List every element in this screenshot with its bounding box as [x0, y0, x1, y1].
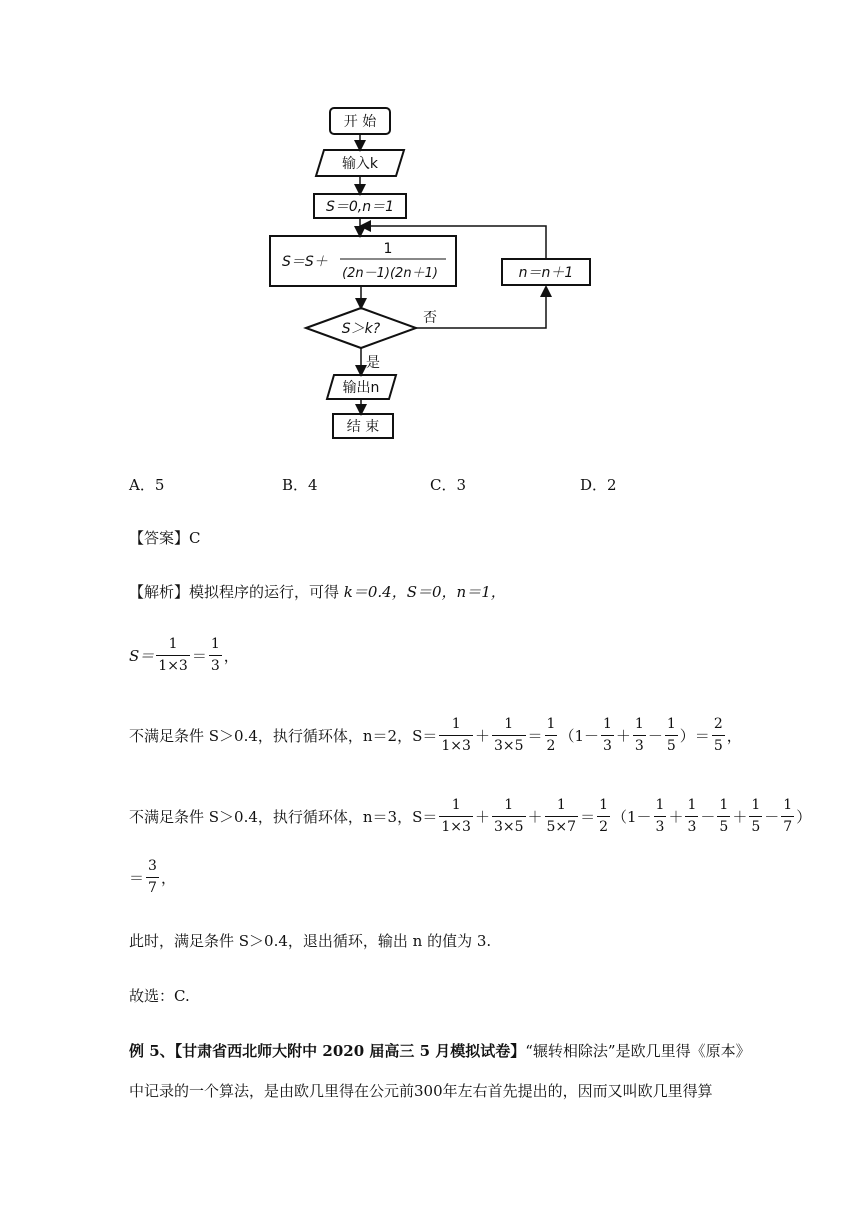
answer: 【答案】C — [129, 529, 201, 547]
update-den: (2n－1)(2n＋1) — [342, 266, 438, 281]
line4-half: $\frac{1}{2}$ — [599, 797, 608, 835]
line4-text: 不满足条件 S＞0.4，执行循环体，n＝3，S＝ — [129, 807, 438, 826]
output-label: 输出n — [342, 380, 380, 396]
cond-label: S＞k? — [341, 321, 381, 337]
analysis-line-6: 此时，满足条件 S＞0.4，退出循环，输出 n 的值为 3. — [129, 932, 492, 950]
line3-text: 不满足条件 S＞0.4，执行循环体，n＝2，S＝ — [129, 726, 438, 745]
analysis-line-4: 不满足条件 S＞0.4，执行循环体，n＝3，S＝ $\frac{1}{1\times 3}$ ＋ $\frac{1}{3\times 5}$ ＋ $\frac{1}{5\times 7}$ ＝ $\frac{1}{2}$ （1－ $\frac{1}{3}$ ＋ $\frac{1}{3}$ － $\frac{1}{5}$ ＋ $\frac{1}{5}$ － $\frac{1}{7}$ ） — [129, 797, 812, 835]
example-5-line-2: 中记录的一个算法，是由欧几里得在公元前300年左右首先提出的，因而又叫欧几里得算 — [129, 1082, 713, 1100]
s1-frac-1: $\frac{1}{1\times 3}$ — [158, 636, 188, 674]
option-a: A．5 — [129, 476, 165, 494]
s1-lhs: S＝ — [129, 646, 155, 665]
line3-half: $\frac{1}{2}$ — [546, 716, 556, 754]
flowchart — [250, 95, 630, 445]
init-label: S＝0,n＝1 — [325, 199, 395, 215]
example-text-1: “辗转相除法”是欧几里得《原本》 — [525, 1042, 751, 1060]
line4-term-3: $\frac{1}{5}$ — [719, 797, 729, 835]
line3-paren-close: ） — [679, 726, 695, 745]
line4-term-5: $\frac{1}{7}$ — [783, 797, 793, 835]
option-c: C．3 — [430, 476, 467, 494]
analysis-intro: 【解析】模拟程序的运行，可得 — [129, 583, 344, 601]
analysis-s1 — [129, 636, 239, 675]
line3-frac-2: $\frac{1}{3\times 5}$ — [493, 716, 524, 754]
example-5-line-1 — [129, 1041, 751, 1061]
input-label: 输入k — [341, 156, 379, 172]
line3-term-1: $\frac{1}{3}$ — [602, 716, 612, 754]
line5-result: $\frac{3}{7}$ — [148, 858, 157, 896]
line4-frac-3: $\frac{1}{5\times 7}$ — [546, 797, 577, 835]
analysis-initial-values: k＝0.4，S＝0，n＝1， — [343, 583, 506, 601]
line3-term-2: $\frac{1}{3}$ — [634, 716, 644, 754]
analysis-line-1 — [129, 582, 506, 602]
end-label: 结 束 — [346, 419, 380, 435]
analysis-line-7: 故选：C. — [129, 987, 190, 1005]
incr-label: n＝n＋1 — [518, 265, 574, 281]
option-d: D．2 — [580, 476, 617, 494]
analysis-line-3: 不满足条件 S＞0.4，执行循环体，n＝2，S＝ $\frac{1}{1\times 3}$ ＋ $\frac{1}{3\times 5}$ ＝ $\frac{1}{2}$ （1－ $\frac{1}{3}$ ＋ $\frac{1}{3}$ － $\frac{1}{5}$ ） ＝ $\frac{2}{5}$ ， — [129, 716, 742, 754]
s1-frac-2: $\frac{1}{3}$ — [210, 636, 220, 674]
analysis-line-5: ＝ $\frac{3}{7}$ ， — [129, 858, 176, 896]
update-num: 1 — [383, 241, 393, 257]
line5-eq: ＝ — [129, 868, 145, 887]
line4-frac-1: $\frac{1}{1\times 3}$ — [441, 797, 471, 835]
s1-eq: ＝ — [191, 646, 207, 665]
start-label: 开 始 — [343, 114, 377, 130]
update-prefix: S＝S＋ — [282, 254, 328, 270]
line4-frac-2: $\frac{1}{3\times 5}$ — [493, 797, 524, 835]
example-label: 例 5、【甘肃省西北师大附中 2020 届高三 5 月模拟试卷】 — [129, 1042, 526, 1060]
no-label: 否 — [423, 310, 437, 326]
line3-result: $\frac{2}{5}$ — [713, 716, 723, 754]
line4-term-4: $\frac{1}{5}$ — [751, 797, 761, 835]
line3-frac-1: $\frac{1}{1\times 3}$ — [441, 716, 471, 754]
yes-label: 是 — [366, 355, 380, 371]
option-b: B．4 — [282, 476, 318, 494]
s1-tail: ， — [223, 646, 239, 665]
line4-term-1: $\frac{1}{3}$ — [655, 797, 665, 835]
line4-term-2: $\frac{1}{3}$ — [687, 797, 697, 835]
line3-paren-open: （1－ — [559, 726, 599, 745]
line3-term-3: $\frac{1}{5}$ — [666, 716, 676, 754]
